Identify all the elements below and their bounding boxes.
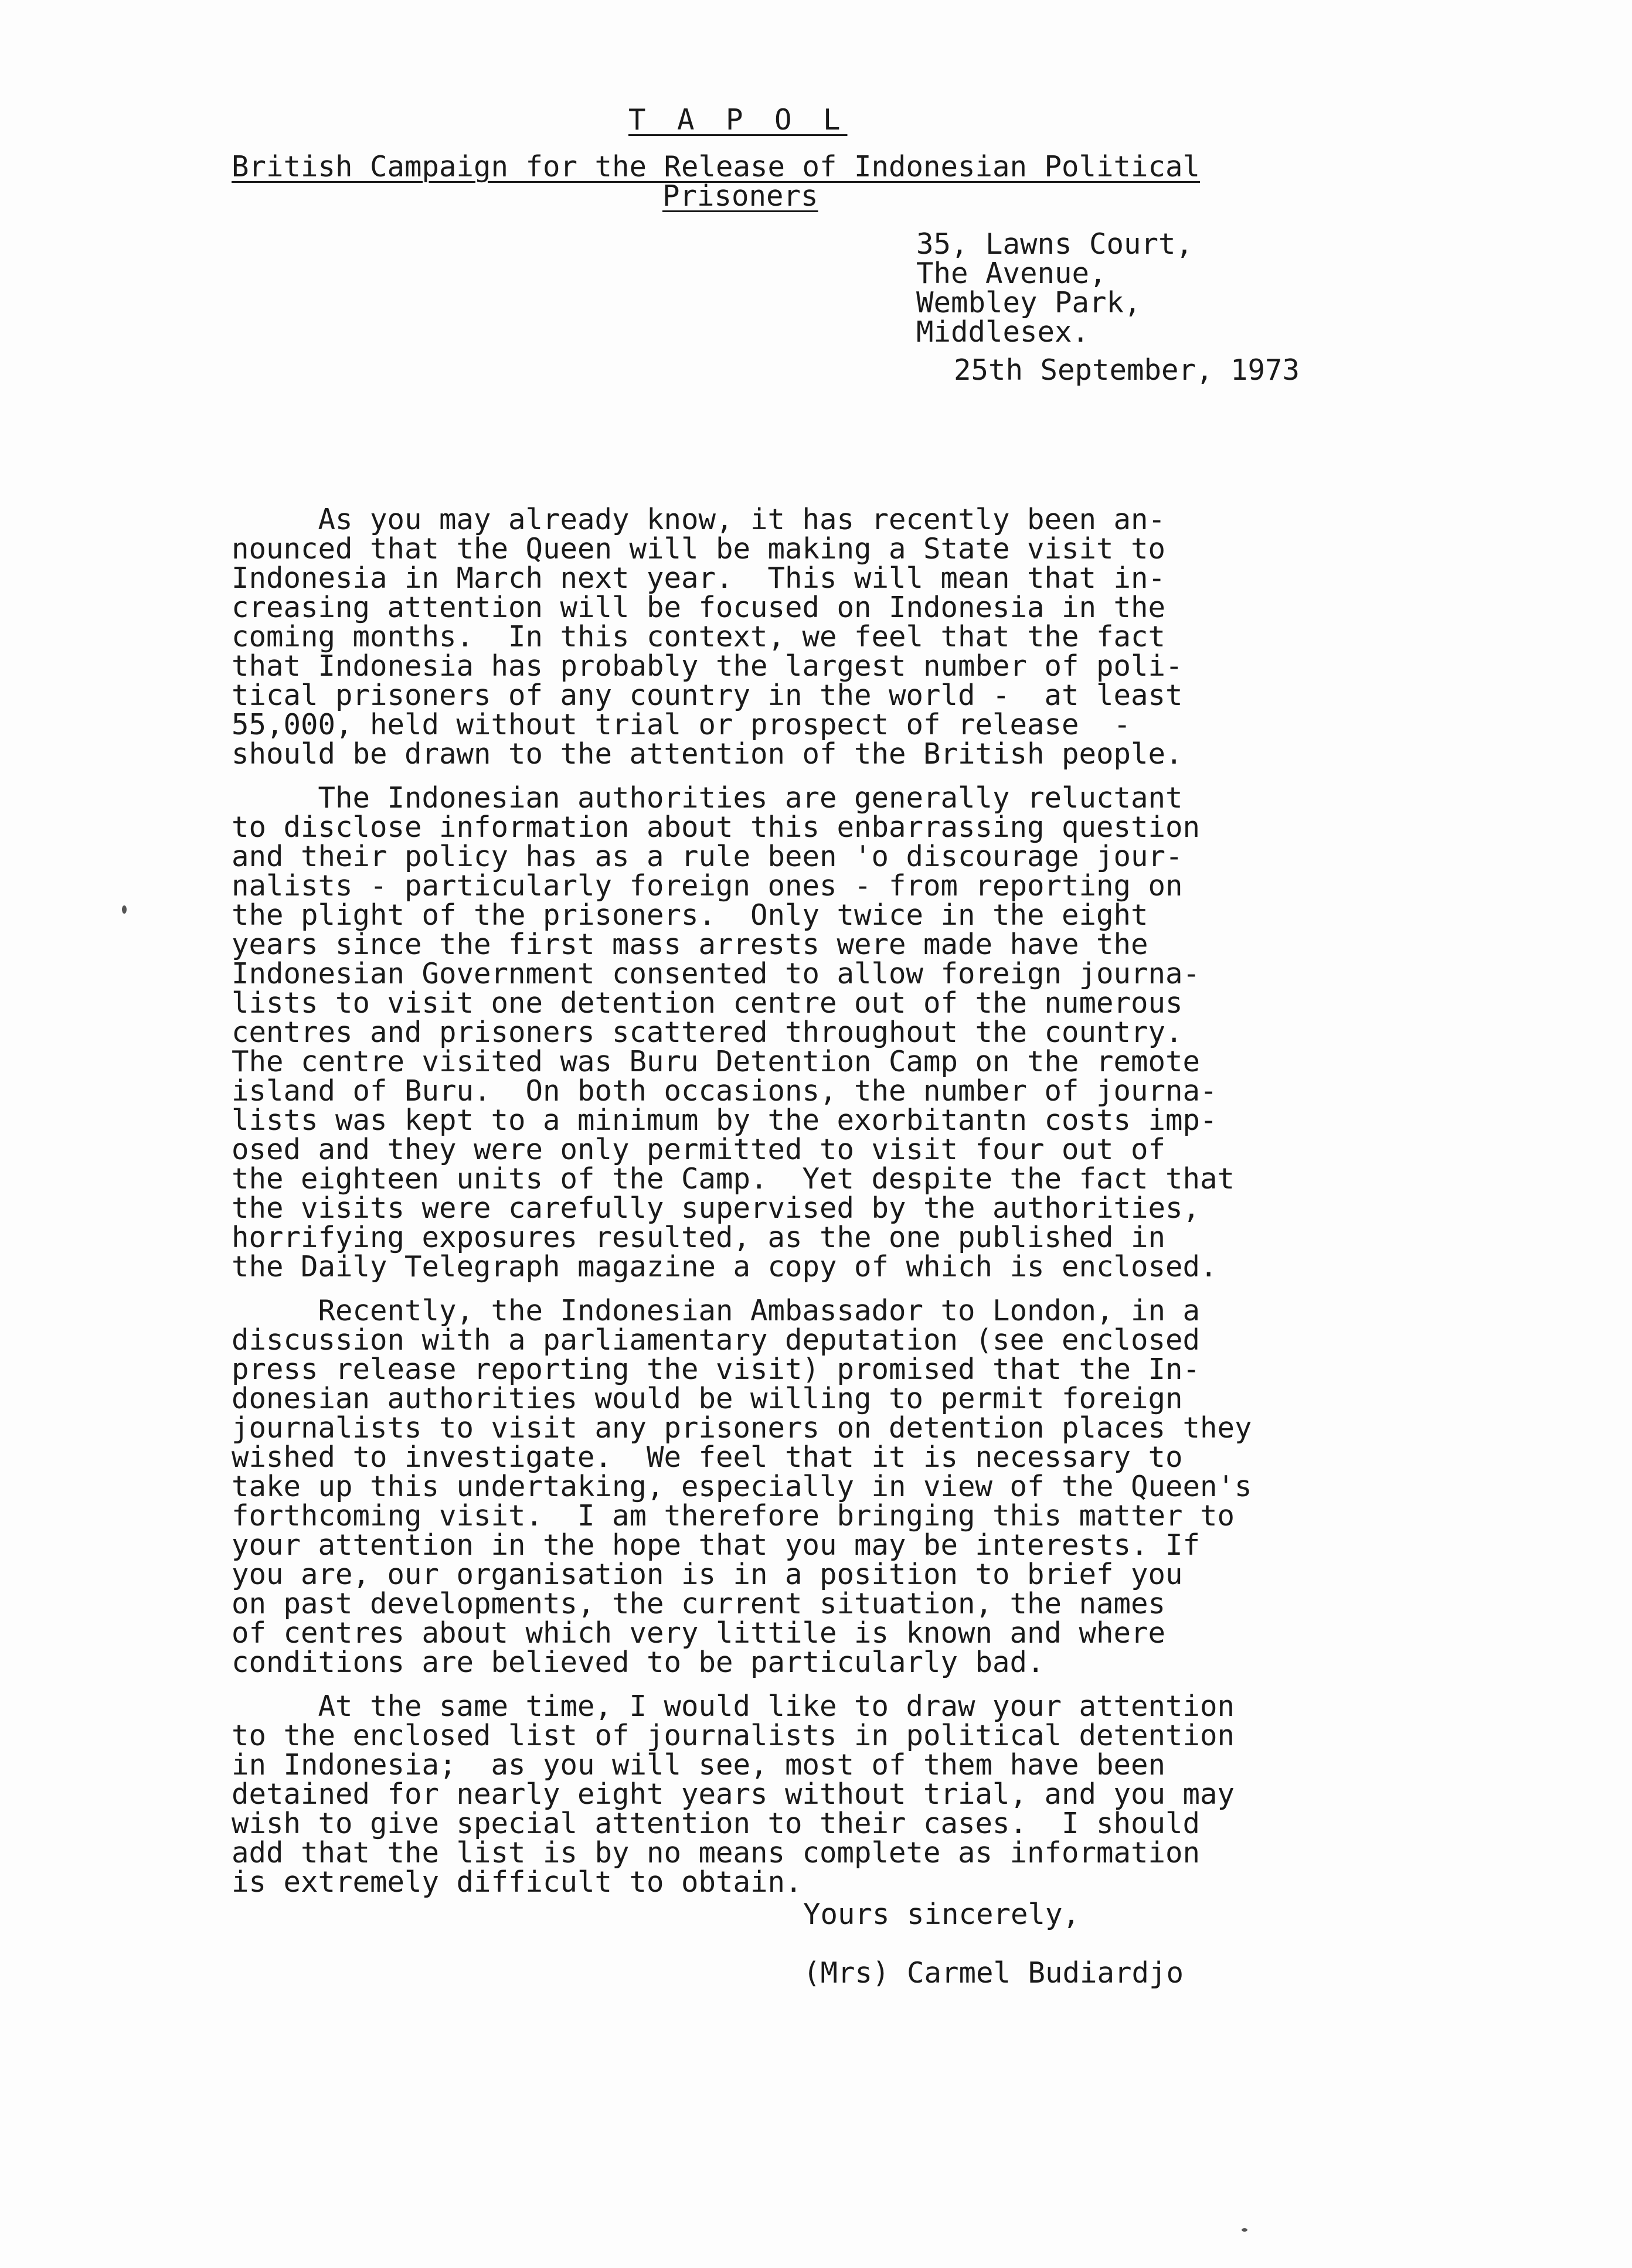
text-line: Recently, the Indonesian Ambassador to London, in a	[232, 1294, 1201, 1327]
text-line: the visits were carefully supervised by the authorities,	[232, 1191, 1201, 1225]
text-line: tical prisoners of any country in the world - at least	[232, 679, 1183, 712]
text-line: lists to visit one detention centre out of the numerous	[232, 986, 1183, 1020]
text-line: island of Buru. On both occasions, the number of journa-	[232, 1074, 1218, 1108]
text-line: journalists to visit any prisoners on detention places they	[232, 1411, 1252, 1445]
scan-speck	[1242, 2228, 1247, 2232]
organisation-name-line-1: British Campaign for the Release of Indonesian Political	[232, 150, 1201, 183]
text-line: wished to investigate. We feel that it is necessary to	[232, 1441, 1183, 1474]
organisation-name-line-2: Prisoners	[662, 179, 818, 213]
text-line: that Indonesia has probably the largest number of poli-	[232, 649, 1183, 683]
text-line: As you may already know, it has recently been an-	[232, 503, 1166, 536]
address-line: The Avenue,	[916, 257, 1107, 290]
text-line: The Indonesian authorities are generally reluctant	[232, 781, 1183, 815]
text-line: to the enclosed list of journalists in political detention	[232, 1719, 1235, 1752]
text-line: 55,000, held without trial or prospect of release -	[232, 708, 1131, 741]
text-line: wish to give special attention to their cases. I should	[232, 1807, 1201, 1840]
text-line: Indonesian Government consented to allow foreign journa-	[232, 957, 1201, 990]
text-line: add that the list is by no means complete as information	[232, 1836, 1201, 1869]
text-line: forthcoming visit. I am therefore bringing this matter to	[232, 1499, 1235, 1533]
address-line: Wembley Park,	[916, 286, 1141, 319]
text-line: your attention in the hope that you may be interests. If	[232, 1528, 1201, 1562]
salutation: Yours sincerely,	[803, 1898, 1080, 1931]
signature-name: (Mrs) Carmel Budiardjo	[803, 1956, 1184, 1990]
text-line: to disclose information about this enbarrassing question	[232, 811, 1201, 844]
letter-date: 25th September, 1973	[954, 353, 1300, 387]
text-line: and their policy has as a rule been 'o discourage jour-	[232, 840, 1183, 873]
text-line: nalists - particularly foreign ones - from reporting on	[232, 869, 1183, 903]
header-title: T A P O L	[628, 103, 848, 137]
text-line: donesian authorities would be willing to permit foreign	[232, 1382, 1183, 1415]
text-line: creasing attention will be focused on Indonesia in the	[232, 591, 1166, 624]
text-line: coming months. In this context, we feel that the fact	[232, 620, 1166, 653]
text-line: the plight of the prisoners. Only twice in the eight	[232, 898, 1148, 932]
address-line: 35, Lawns Court,	[916, 227, 1194, 261]
address-line: Middlesex.	[916, 315, 1090, 349]
text-line: in Indonesia; as you will see, most of them have been	[232, 1748, 1166, 1782]
text-line: should be drawn to the attention of the British people.	[232, 737, 1183, 771]
text-line: the Daily Telegraph magazine a copy of which is enclosed.	[232, 1250, 1218, 1283]
text-line: horrifying exposures resulted, as the one published in	[232, 1221, 1166, 1254]
text-line: centres and prisoners scattered throughout the country.	[232, 1016, 1183, 1049]
text-line: At the same time, I would like to draw your attention	[232, 1690, 1235, 1723]
scan-speck	[122, 905, 127, 914]
text-line: conditions are believed to be particularly bad.	[232, 1646, 1045, 1679]
text-line: The centre visited was Buru Detention Camp on the remote	[232, 1045, 1201, 1078]
text-line: of centres about which very littile is known and where	[232, 1616, 1166, 1650]
text-line: you are, our organisation is in a position to brief you	[232, 1558, 1183, 1591]
text-line: years since the first mass arrests were made have the	[232, 928, 1148, 961]
text-line: discussion with a parliamentary deputation (see enclosed	[232, 1323, 1201, 1357]
text-line: Indonesia in March next year. This will mean that in-	[232, 561, 1166, 595]
text-line: detained for nearly eight years without trial, and you may	[232, 1777, 1235, 1811]
text-line: on past developments, the current situation, the names	[232, 1587, 1166, 1620]
text-line: press release reporting the visit) promised that the In-	[232, 1353, 1201, 1386]
text-line: osed and they were only permitted to visit four out of	[232, 1133, 1166, 1166]
text-line: lists was kept to a minimum by the exorbitantn costs imp-	[232, 1104, 1218, 1137]
text-line: nounced that the Queen will be making a State visit to	[232, 532, 1166, 566]
text-line: is extremely difficult to obtain.	[232, 1865, 803, 1899]
text-line: the eighteen units of the Camp. Yet despite the fact that	[232, 1162, 1235, 1196]
text-line: take up this undertaking, especially in view of the Queen's	[232, 1470, 1252, 1503]
